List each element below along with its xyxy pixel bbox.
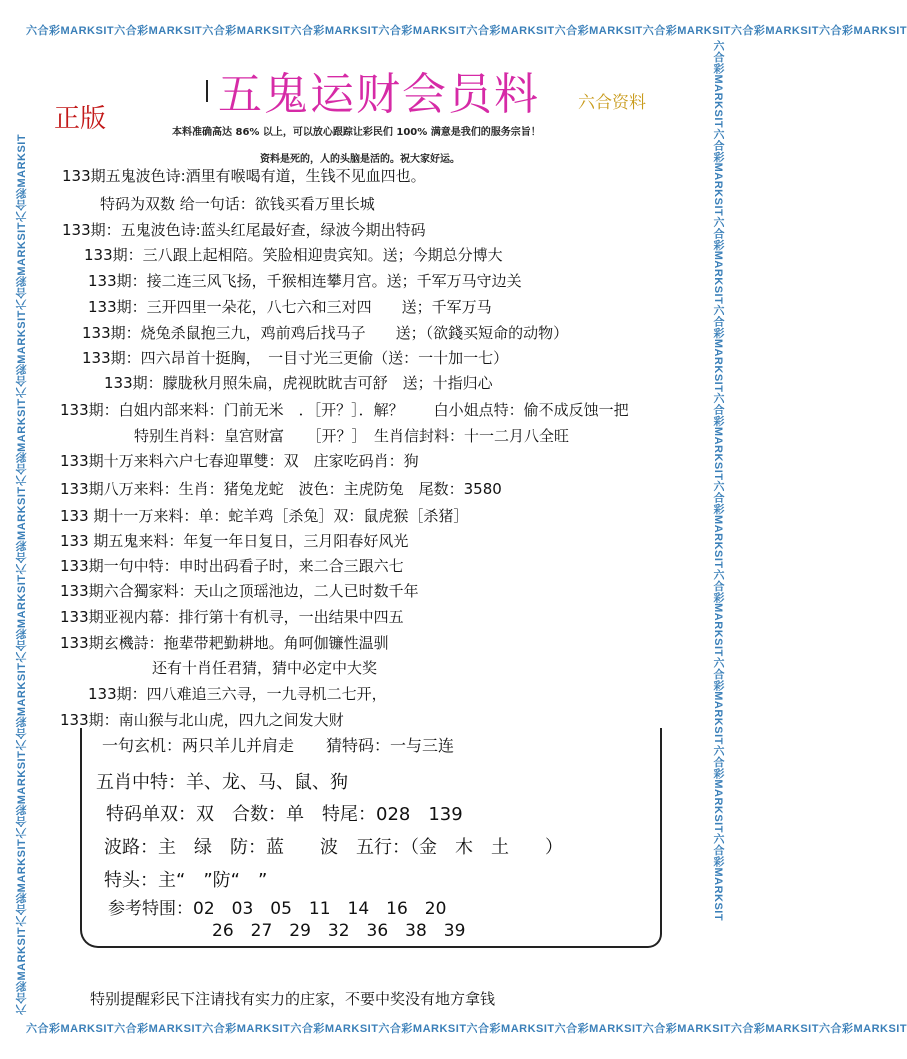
head-line: 特头：主“ ”防“ ” bbox=[104, 870, 268, 891]
page-subtitle: 六合资料 bbox=[578, 93, 646, 113]
odd-even-line: 特码单双：双 合数：单 特尾：028 139 bbox=[106, 804, 463, 825]
reference-numbers-line: 参考特围：02 03 05 11 14 16 20 bbox=[108, 899, 447, 919]
content-line: 133期：白姐内部来料：门前无米 ．［开？］．解？ 白小姐点特：偷不成反蚀一把 bbox=[60, 401, 629, 419]
content-line: 133期：烧兔杀鼠抱三九，鸡前鸡后找马子 送；（欲錢买短命的动物） bbox=[82, 324, 569, 342]
content-line: 133期：接二连三风飞扬，千猴相连攀月宫。送；千军万马守边关 bbox=[88, 272, 522, 290]
riddle-line: 一句玄机：两只羊儿并肩走 猜特码：一与三连 bbox=[102, 736, 455, 755]
content-line: 133期：朦胧秋月照朱扁，虎视眈眈吉可舒 送；十指归心 bbox=[104, 374, 493, 392]
accuracy-note: 本料准确高达 86% 以上，可以放心跟踪让彩民们 100% 满意是我们的服务宗旨！ bbox=[172, 127, 541, 138]
five-zodiac-line: 五肖中特：羊、龙、马、鼠、狗 bbox=[96, 772, 348, 793]
content-line: 133 期十一万来料：单：蛇羊鸡［杀兔］双：鼠虎猴［杀猪］ bbox=[60, 507, 469, 525]
content-line: 133期：南山猴与北山虎，四九之间发大财 bbox=[60, 711, 344, 729]
good-luck-note: 资料是死的，人的头脑是活的。祝大家好运。 bbox=[260, 154, 460, 165]
genuine-badge: 正版 bbox=[54, 104, 107, 134]
reference-numbers-line: 26 27 29 32 36 38 39 bbox=[212, 921, 466, 941]
content-line: 133期五鬼波色诗:酒里有喉喝有道，生钱不见血四也。 bbox=[62, 167, 426, 185]
footer-warning: 特别提醒彩民下注请找有实力的庄家，不要中奖没有地方拿钱 bbox=[90, 990, 496, 1008]
watermark-top: 六合彩MARKSIT六合彩MARKSIT六合彩MARKSIT六合彩MARKSIT六合彩MARKSIT六合彩MARKSIT六合彩MARKSIT六合彩MARKSIT六合彩MARKSIT六合彩MARKSIT bbox=[26, 25, 907, 37]
content-line: 133期一句中特：申时出码看子时，来二合三跟六七 bbox=[60, 557, 404, 575]
wave-elements-line: 波路：主 绿 防：蓝 波 五行：（金 木 土 ） bbox=[104, 837, 563, 858]
content-line: 特别生肖料：皇宫财富 ［开？］ 生肖信封料：十一二月八全旺 bbox=[134, 427, 570, 445]
content-line: 133期亚视内幕：排行第十有机寻，一出结果中四五 bbox=[60, 608, 404, 626]
watermark-right: 六合彩MARKSIT六合彩MARKSIT六合彩MARKSIT六合彩MARKSIT六合彩MARKSIT六合彩MARKSIT六合彩MARKSIT六合彩MARKSIT六合彩MARKSIT六合彩MARKSIT bbox=[712, 40, 724, 922]
content-line: 133期六合獨家料：天山之顶瑶池边，二人已时数千年 bbox=[60, 582, 419, 600]
watermark-left: 六合彩MARKSIT六合彩MARKSIT六合彩MARKSIT六合彩MARKSIT六合彩MARKSIT六合彩MARKSIT六合彩MARKSIT六合彩MARKSIT六合彩MARKSIT六合彩MARKSIT bbox=[16, 133, 28, 1015]
content-line: 133 期五鬼来料：年复一年日复日，三月阳春好风光 bbox=[60, 532, 409, 550]
content-line: 133期：三八跟上起相陪。笑脸相迎贵宾知。送；今期总分博大 bbox=[84, 246, 503, 264]
content-line: 133期：三开四里一朵花，八七六和三对四 送；千军万马 bbox=[88, 298, 492, 316]
watermark-bottom: 六合彩MARKSIT六合彩MARKSIT六合彩MARKSIT六合彩MARKSIT六合彩MARKSIT六合彩MARKSIT六合彩MARKSIT六合彩MARKSIT六合彩MARKSIT六合彩MARKSIT bbox=[26, 1023, 907, 1035]
title-bar-divider bbox=[206, 80, 208, 102]
content-line: 133期：五鬼波色诗:蓝头红尾最好查，绿波今期出特码 bbox=[62, 221, 426, 239]
content-line: 133期：四八难追三六寻，一九寻机二七开， bbox=[88, 685, 387, 703]
page-title: 五鬼运财会员料 bbox=[218, 69, 540, 120]
content-line: 133期八万来料：生肖：猪兔龙蛇 波色：主虎防兔 尾数：3580 bbox=[60, 480, 502, 498]
content-line: 133期十万来料六户七春迎單雙：双 庄家吃码肖：狗 bbox=[60, 452, 419, 470]
content-line: 还有十肖任君猜，猜中必定中大奖 bbox=[152, 659, 378, 677]
content-line: 133期：四六昂首十挺胸， 一目寸光三更偷（送：一十加一七） bbox=[82, 349, 509, 367]
content-line: 特码为双数 给一句话：欲钱买看万里长城 bbox=[100, 195, 375, 213]
content-line: 133期玄機詩：拖辈带耙勤耕地。角呵伽镰性温驯 bbox=[60, 634, 389, 652]
